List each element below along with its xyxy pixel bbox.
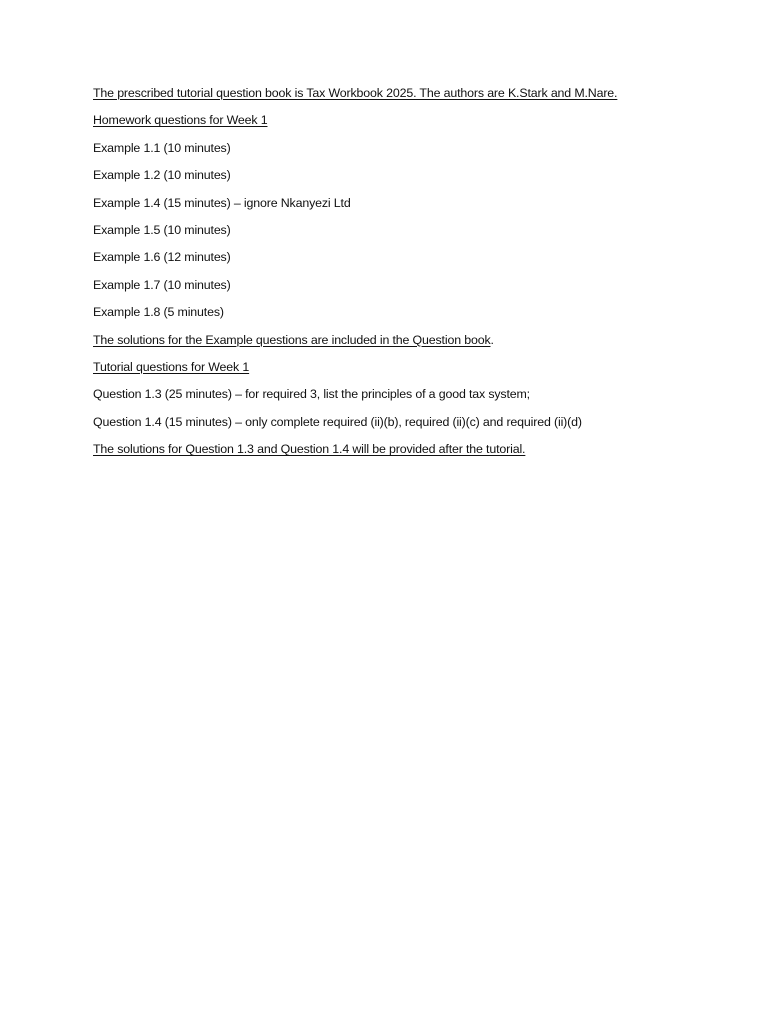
homework-item: Example 1.4 (15 minutes) – ignore Nkanyezi Ltd bbox=[93, 195, 351, 210]
example-solutions-note-text: The solutions for the Example questions are included in the Question book bbox=[93, 332, 491, 347]
tutorial-item: Question 1.3 (25 minutes) – for required 3, list the principles of a good tax system; bbox=[93, 387, 530, 402]
example-solutions-note-period: . bbox=[490, 332, 494, 347]
tutorial-heading: Tutorial questions for Week 1 bbox=[93, 359, 250, 374]
homework-item: Example 1.6 (12 minutes) bbox=[93, 250, 231, 265]
example-solutions-note bbox=[93, 333, 733, 348]
tutorial-item: Question 1.4 (15 minutes) – only complete required (ii)(b), required (ii)(c) and required (ii)(d) bbox=[93, 414, 582, 429]
homework-item: Example 1.5 (10 minutes) bbox=[93, 222, 231, 237]
tutorial-solutions-note: The solutions for Question 1.3 and Question 1.4 will be provided after the tutorial. bbox=[93, 442, 526, 457]
homework-heading: Homework questions for Week 1 bbox=[93, 113, 268, 128]
intro-text: The prescribed tutorial question book is Tax Workbook 2025. The authors are K.Stark and M.Nare. bbox=[93, 86, 618, 100]
homework-item: Example 1.7 (10 minutes) bbox=[93, 277, 231, 292]
homework-item: Example 1.8 (5 minutes) bbox=[93, 305, 224, 320]
homework-item: Example 1.2 (10 minutes) bbox=[93, 168, 231, 183]
document-page bbox=[93, 86, 733, 469]
homework-item: Example 1.1 (10 minutes) bbox=[93, 140, 231, 155]
